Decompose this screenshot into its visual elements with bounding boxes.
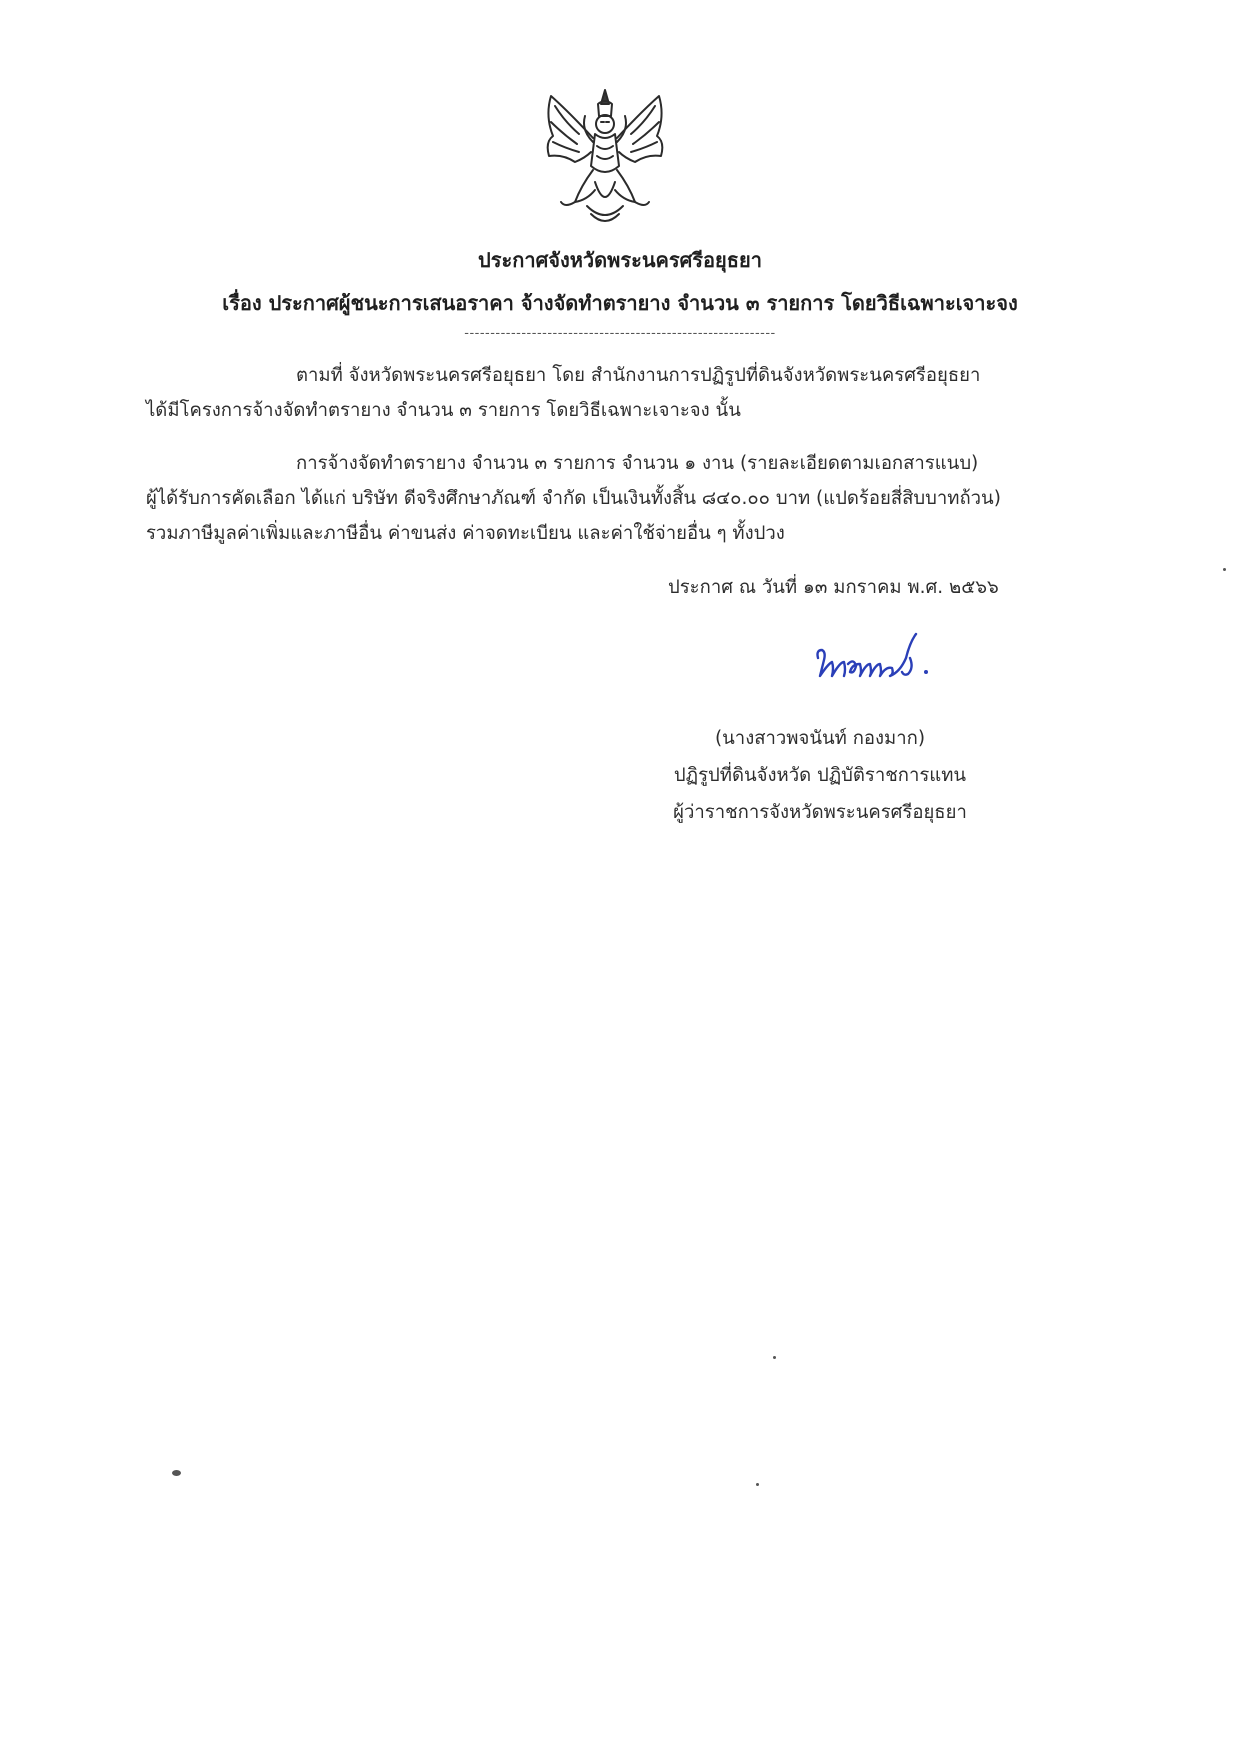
announcement-date: ประกาศ ณ วันที่ ๑๓ มกราคม พ.ศ. ๒๕๖๖	[668, 577, 999, 598]
signer-position-on-behalf: ผู้ว่าราชการจังหวัดพระนครศรีอยุธยา	[673, 802, 967, 823]
paragraph-line: รวมภาษีมูลค่าเพิ่มและภาษีอื่น ค่าขนส่ง ค่าจดทะเบียน และค่าใช้จ่ายอื่น ๆ ทั้งปวง	[146, 523, 785, 544]
signer-name: (นางสาวพจนันท์ กองมาก)	[714, 728, 926, 749]
handwritten-signature	[810, 628, 960, 688]
scan-speck	[1223, 568, 1226, 571]
scan-speck	[172, 1470, 181, 1476]
signer-position: ปฏิรูปที่ดินจังหวัด ปฏิบัติราชการแทน	[673, 765, 967, 786]
garuda-emblem-icon	[535, 82, 675, 232]
paragraph-award	[146, 446, 1091, 551]
paragraph-line: ตามที่ จังหวัดพระนครศรีอยุธยา โดย สำนักงานการปฏิรูปที่ดินจังหวัดพระนครศรีอยุธยา	[296, 365, 981, 386]
scan-speck	[773, 1356, 776, 1359]
signer-block	[640, 720, 1000, 831]
paragraph-background	[146, 358, 1091, 428]
title-separator: ------------------------------------------------------------	[464, 326, 776, 341]
paragraph-line: การจ้างจัดทำตรายาง จำนวน ๓ รายการ จำนวน ๑ งาน (รายละเอียดตามเอกสารแนบ)	[296, 453, 979, 474]
paragraph-line: ผู้ได้รับการคัดเลือก ได้แก่ บริษัท ดีจริงศึกษาภัณฑ์ จำกัด เป็นเงินทั้งสิ้น ๘๔๐.๐๐ บาท (แปดร้อยสี่สิบบาทถ้วน)	[146, 488, 1001, 509]
paragraph-line: ได้มีโครงการจ้างจัดทำตรายาง จำนวน ๓ รายการ โดยวิธีเฉพาะเจาะจง นั้น	[146, 400, 741, 421]
scan-speck	[756, 1483, 759, 1486]
announcement-subject: เรื่อง ประกาศผู้ชนะการเสนอราคา จ้างจัดทำตรายาง จำนวน ๓ รายการ โดยวิธีเฉพาะเจาะจง	[222, 291, 1018, 315]
announcement-title: ประกาศจังหวัดพระนครศรีอยุธยา	[478, 248, 762, 272]
